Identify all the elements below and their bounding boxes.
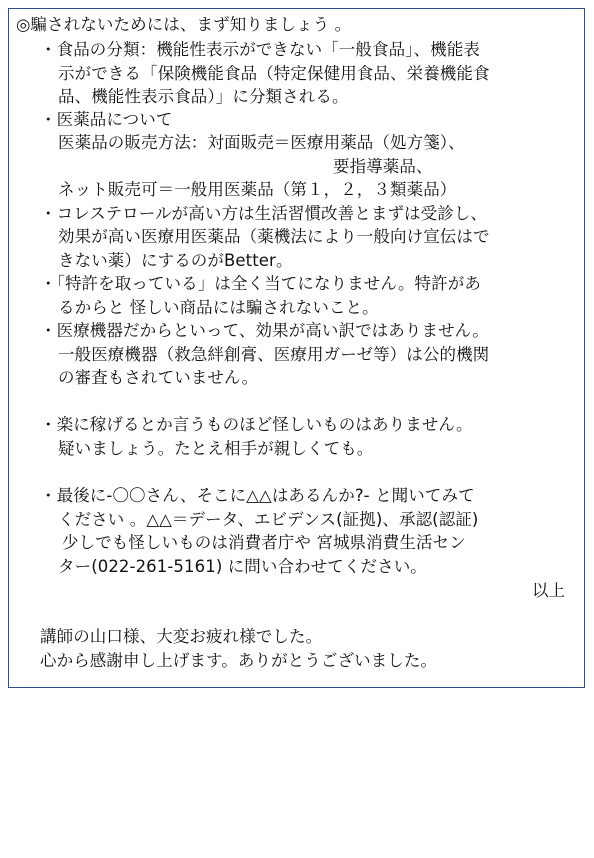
item-line: ・医療機器だからといって、効果が高い訳ではありません。 (40, 321, 489, 340)
thanks-line: 講師の山口様、大変お疲れ様でした。 (40, 627, 323, 646)
item-line: 疑いましょう。たとえ相手が親しくても。 (58, 439, 374, 458)
item-line: ・最後に-〇〇さん、そこに△△はあるんか?- と聞いてみて (40, 486, 475, 505)
item-line: ・医薬品について (40, 110, 173, 129)
item-line: ・食品の分類：機能性表示ができない「一般食品」、機能表 (40, 40, 480, 59)
item-line: ネット販売可＝一般用医薬品（第１，２，３類薬品） (58, 180, 457, 199)
heading: ◎騙されないためには、まず知りましょう 。 (16, 15, 352, 34)
item-line: 示ができる「保険機能食品（特定保健用食品、栄養機能食 (58, 64, 490, 83)
item-line: 品、機能性表示食品）」に分類される。 (58, 87, 349, 106)
item-line: 一般医療機器（救急絆創膏、医療用ガーゼ等）は公的機関 (58, 345, 490, 364)
item-line: ・楽に稼げるとか言うものほど怪しいものはありません。 (40, 415, 473, 434)
item-line: きない薬）にするのがBetter。 (58, 251, 293, 270)
item-line: ・コレステロールが高い方は生活習慣改善とまずは受診し、 (40, 204, 488, 223)
item-line: ください 。△△＝データ、エビデンス(証拠)、承認(認証) (58, 510, 479, 529)
item-line: 要指導薬品、 (333, 157, 433, 176)
item-line: 効果が高い医療用医薬品（薬機法により一般向け宣伝はで (58, 227, 490, 246)
item-line: ・「特許を取っている」は全く当てになりません。特許があ (40, 274, 481, 293)
thanks-line: 心から感謝申し上げます。ありがとうございました。 (40, 651, 438, 670)
item-line: るからと 怪しい商品には騙されないこと。 (58, 298, 379, 317)
item-line: ター(022-261-5161) に問い合わせてください。 (58, 557, 427, 576)
closing-text: 以上 (532, 581, 566, 600)
item-line: の審査もされていません。 (58, 368, 259, 387)
item-line: 医薬品の販売方法：対面販売＝医療用薬品（処方箋）、 (58, 133, 465, 152)
item-line: 少しでも怪しいものは消費者庁や 宮城県消費生活セン (62, 533, 466, 552)
